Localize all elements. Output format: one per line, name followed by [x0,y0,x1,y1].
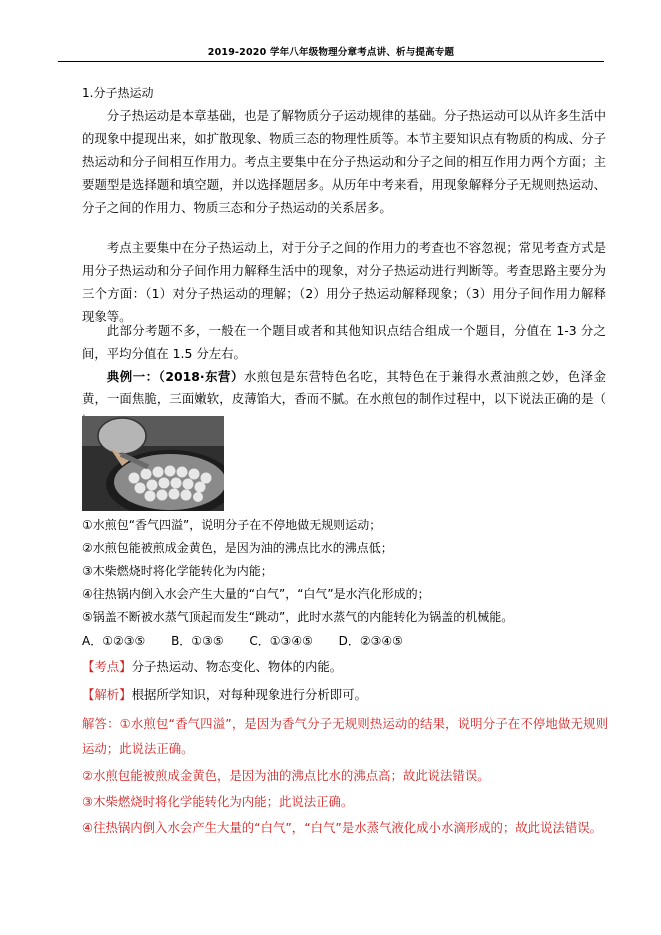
choice-b: B．①③⑤ [171,634,224,648]
kaodian-label: 【考点】 [82,659,132,674]
choice-d: D．②③④⑤ [338,634,403,648]
example-label: 典例一：（2018·东营） [106,369,244,384]
shuijianbao-photo [82,416,224,511]
page-header: 2019-2020 学年八年级物理分章考点讲、析与提高专题 [207,47,455,58]
kaodian-text: 分子热运动、物态变化、物体的内能。 [131,659,343,674]
header-rule [58,61,604,62]
intro-paragraph-3: 此部分考题不多，一般在一个题目或者和其他知识点结合组成一个题目，分值在 1-3 分之间，平均分值在 1.5 分左右。 [82,323,606,361]
intro-paragraph-1: 分子热运动是本章基础，也是了解物质分子运动规律的基础。分子热运动可以从许多生活中的现象中提现出来，如扩散现象、物质三态的物理性质等。本节主要知识点有物质的构成、分子热运动和分子间相互作用力。考点主要集中在分子热运动和分子之间的相互作用力两个方面；主要题型是选择题和填空题，并以选择题居多。从历年中考来看，用现象解释分子无规则热运动、分子之间的作用力、物质三态和分子热运动的关系居多。 [82,108,606,215]
example-text: 水煎包是东营特色名吃，其特色在于兼得水煮油煎之妙，色泽金黄，一面焦脆，三面嫩软，皮薄馅大，香而不腻。在水煎包的制作过程中，以下说法正确的是（ [82,369,606,406]
answer-line-1: 解答：①水煎包“香气四溢”，是因为香气分子无规则热运动的结果，说明分子在不停地做无规则运动；此说法正确。 [82,716,608,756]
section-title: 1.分子热运动 [82,86,154,100]
kaodian-line [82,657,342,675]
statement-3: ③木柴燃烧时将化学能转化为内能； [82,564,273,578]
choice-c: C．①③④⑤ [249,634,313,648]
jiexi-text: 根据所学知识，对每种现象进行分析即可。 [131,687,367,702]
answer-choices [82,632,425,649]
statement-list [82,514,612,629]
choice-a: A．①②③⑤ [82,634,146,648]
statement-2: ②水煎包能被煎成金黄色，是因为油的沸点比水的沸点低； [82,541,393,555]
answer-line-2: ②水煎包能被煎成金黄色，是因为油的沸点比水的沸点高；故此说法错误。 [82,768,490,783]
jiexi-label: 【解析】 [82,687,132,702]
statement-5: ⑤锅盖不断被水蒸气顶起而发生“跳动”，此时水蒸气的内能转化为锅盖的机械能。 [82,610,514,624]
statement-1: ①水煎包“香气四溢”，说明分子在不停地做无规则运动； [82,518,382,532]
statement-4: ④往热锅内倒入水会产生大量的“白气”，“白气”是水汽化形成的； [82,587,430,601]
jiexi-line [82,685,367,703]
answer-line-4: ④往热锅内倒入水会产生大量的“白气”，“白气”是水蒸气液化成小水滴形成的；故此说法错误。 [82,820,603,835]
intro-paragraph-2: 考点主要集中在分子热运动上，对于分子之间的作用力的考查也不容忽视；常见考查方式是用分子热运动和分子间作用力解释生活中的现象，对分子热运动进行判断等。考查思路主要分为三个方面：（1）对分子热运动的理解；（2）用分子热运动解释现象；（3）用分子间作用力解释现象等。 [82,240,606,324]
answer-line-3: ③木柴燃烧时将化学能转化为内能；此说法正确。 [82,794,354,809]
